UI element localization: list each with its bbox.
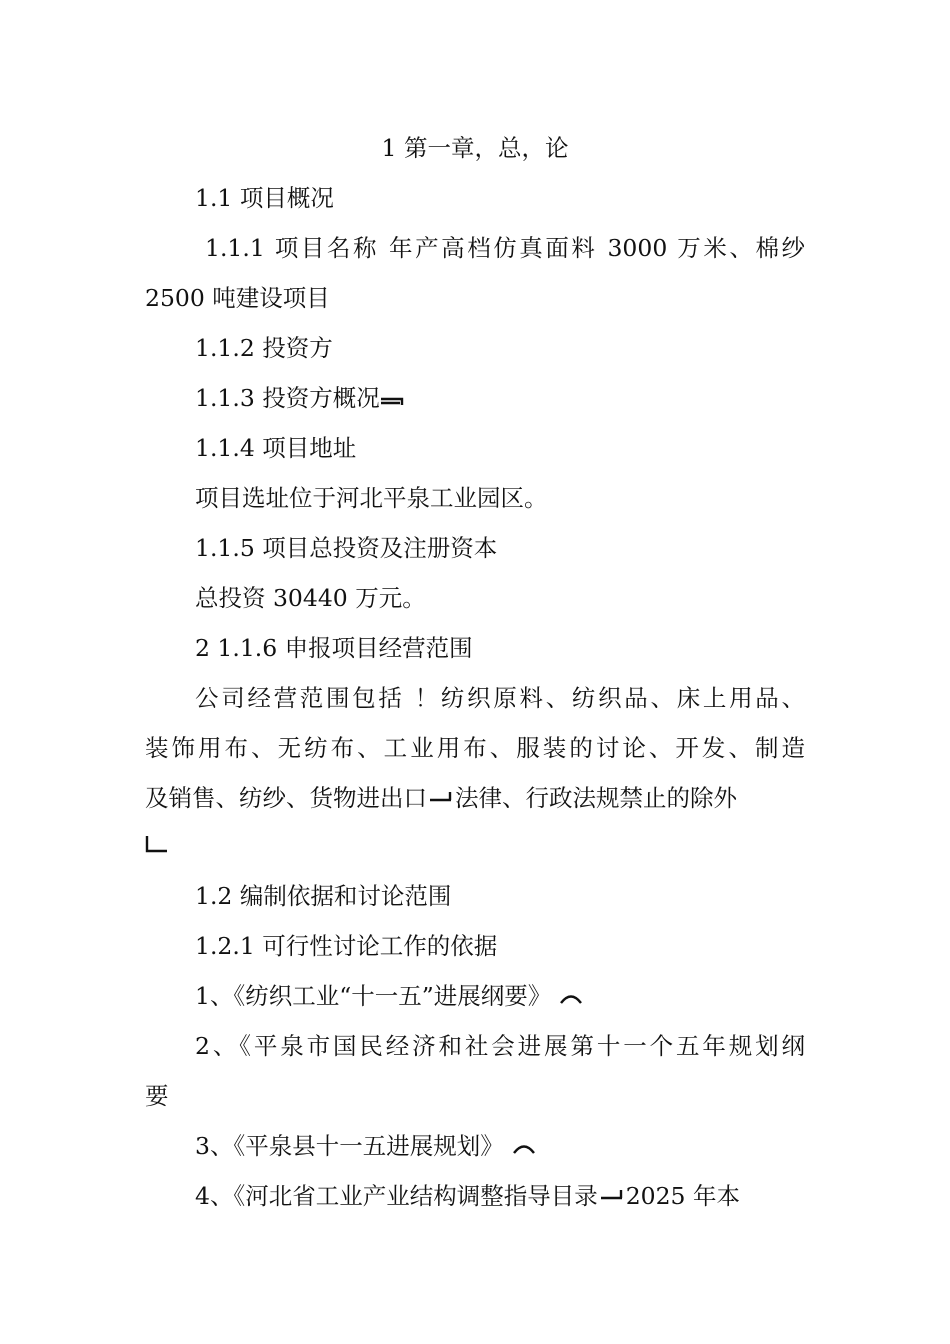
- scope-line-2: 装饰用布、无纺布、工业用布、服装的讨论、开发、制造: [145, 734, 805, 762]
- bracket-end-mark-icon: [145, 834, 169, 854]
- section-1-1-2-heading: 1.1.2 投资方: [195, 334, 333, 362]
- reference-2-line-2: 要: [145, 1082, 169, 1110]
- bracket-mark-icon: [380, 388, 404, 406]
- bracket-mark-icon: [429, 788, 453, 806]
- address-text: 项目选址位于河北平泉工业园区。: [195, 484, 548, 512]
- section-1-1-heading: 1.1 项目概况: [195, 184, 334, 212]
- arc-mark-icon: [512, 1140, 536, 1154]
- chapter-title: 1 第一章，总，论: [381, 134, 569, 162]
- scope-line-3: [145, 782, 805, 814]
- scope-line-3-part-1: 及销售、纺纱、货物进出口: [145, 784, 427, 812]
- reference-4-part-2: 2025 年本: [625, 1182, 740, 1210]
- scope-line-3-part-2: 法律、行政法规禁止的除外: [455, 784, 737, 812]
- reference-4-part-1: 4、《河北省工业产业结构调整指导目录: [195, 1182, 598, 1210]
- bracket-mark-icon: [600, 1186, 624, 1204]
- section-1-1-4-heading: 1.1.4 项目地址: [195, 434, 357, 462]
- arc-mark-icon: [559, 990, 583, 1004]
- reference-3-text: 3、《平泉县十一五进展规划》: [195, 1132, 504, 1160]
- section-1-2-heading: 1.2 编制依据和讨论范围: [195, 882, 452, 910]
- scope-line-1: 公司经营范围包括 ！纺织原料、纺织品、床上用品、: [195, 684, 805, 712]
- reference-3: [195, 1130, 805, 1162]
- reference-1: [195, 980, 805, 1012]
- section-1-1-6-heading: 2 1.1.6 申报项目经营范围: [195, 634, 473, 662]
- reference-1-text: 1、《纺织工业“十一五”进展纲要》: [195, 982, 552, 1010]
- scope-line-4: [145, 830, 805, 862]
- section-1-1-3-text: 1.1.3 投资方概况: [195, 384, 380, 412]
- reference-4: [195, 1180, 805, 1212]
- project-name-line-1: 1.1.1 项目名称 年产高档仿真面料 3000 万米、棉纱: [205, 234, 805, 262]
- project-name-line-2: 2500 吨建设项目: [145, 284, 330, 312]
- section-1-1-5-heading: 1.1.5 项目总投资及注册资本: [195, 534, 498, 562]
- section-1-1-3-heading: [195, 382, 805, 414]
- reference-2-line-1: 2、《平泉市国民经济和社会进展第十一个五年规划纲: [195, 1032, 805, 1060]
- section-1-2-1-heading: 1.2.1 可行性讨论工作的依据: [195, 932, 498, 960]
- investment-text: 总投资 30440 万元。: [195, 584, 426, 612]
